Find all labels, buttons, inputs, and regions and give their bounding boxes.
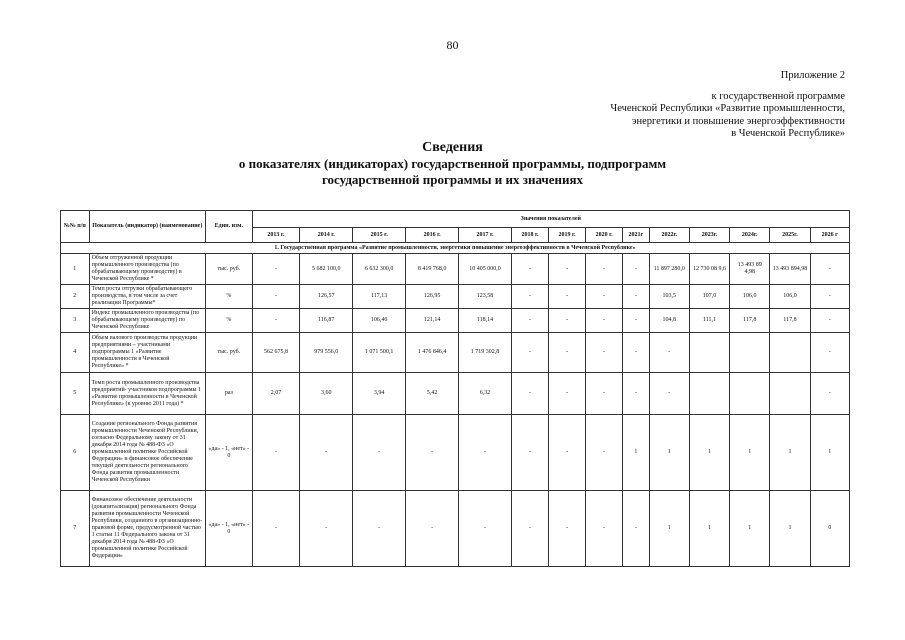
value-cell xyxy=(730,333,770,373)
value-cell: - xyxy=(586,415,623,491)
appendix-line: к государственной программе xyxy=(711,90,845,102)
value-cell: 117,8 xyxy=(730,309,770,333)
header-year: 2015 г. xyxy=(353,228,406,243)
table-row xyxy=(61,309,850,333)
value-cell: - xyxy=(512,491,549,567)
unit-cell: % xyxy=(206,285,253,309)
value-cell: - xyxy=(252,309,300,333)
value-cell: 116,87 xyxy=(300,309,353,333)
value-cell: - xyxy=(623,373,649,415)
indicator-name: Финансовое обеспечение деятельности (докапитализация) регионального Фонда развития промышленности Чеченской Республики, созданного в организационно-правовой форме, предусмотренной частью 1 статьи 11 Федерального закона от 31 декабря 2014 года № 488-ФЗ «О промышленной политике Российской Федерации» xyxy=(89,491,205,567)
value-cell: 6,32 xyxy=(459,373,512,415)
value-cell: 13 493 89 4,98 xyxy=(730,254,770,285)
value-cell: - xyxy=(586,333,623,373)
value-cell: 1 xyxy=(623,415,649,491)
header-year: 2024г. xyxy=(730,228,770,243)
page-number: 80 xyxy=(446,38,459,52)
value-cell: - xyxy=(810,333,849,373)
value-cell: - xyxy=(300,415,353,491)
value-cell: 126,57 xyxy=(300,285,353,309)
value-cell: 106,46 xyxy=(353,309,406,333)
table-row xyxy=(61,254,850,285)
value-cell: 1 xyxy=(689,415,729,491)
header-year: 2013 г. xyxy=(252,228,300,243)
value-cell: - xyxy=(549,491,586,567)
section-title: 1. Государственная программа «Развитие промышленности, энергетики повышение энергоэффективности в Чеченской Республике» xyxy=(61,243,850,254)
row-number: 5 xyxy=(61,373,90,415)
table-row xyxy=(61,415,850,491)
value-cell: - xyxy=(252,285,300,309)
unit-cell: раз xyxy=(206,373,253,415)
value-cell: - xyxy=(549,254,586,285)
value-cell: 121,14 xyxy=(406,309,459,333)
header-year: 2020 г. xyxy=(586,228,623,243)
value-cell xyxy=(689,373,729,415)
value-cell: 1 719 302,8 xyxy=(459,333,512,373)
value-cell: - xyxy=(623,254,649,285)
header-indicator: Показатель (индикатор) (наименование) xyxy=(89,211,205,243)
appendix-line: энергетики и повышение энергоэффективности xyxy=(631,115,845,127)
value-cell: 1 xyxy=(770,491,810,567)
value-cell: - xyxy=(586,254,623,285)
value-cell: - xyxy=(252,254,300,285)
value-cell: 106,0 xyxy=(770,285,810,309)
value-cell: - xyxy=(586,491,623,567)
value-cell: 104,8 xyxy=(649,309,689,333)
value-cell: - xyxy=(623,333,649,373)
value-cell: - xyxy=(512,285,549,309)
value-cell: 0 xyxy=(810,491,849,567)
value-cell: 13 493 894,98 xyxy=(770,254,810,285)
value-cell: - xyxy=(512,415,549,491)
header-year: 2021г xyxy=(623,228,649,243)
value-cell: 107,0 xyxy=(689,285,729,309)
value-cell: 106,0 xyxy=(730,285,770,309)
value-cell: - xyxy=(252,415,300,491)
value-cell: 11 897 280,0 xyxy=(649,254,689,285)
table-row xyxy=(61,491,850,567)
value-cell: - xyxy=(512,333,549,373)
header-unit: Един. изм. xyxy=(206,211,253,243)
value-cell: - xyxy=(459,415,512,491)
value-cell: 117,13 xyxy=(353,285,406,309)
value-cell: 103,5 xyxy=(649,285,689,309)
value-cell: 10 405 000,0 xyxy=(459,254,512,285)
value-cell: 3,94 xyxy=(353,373,406,415)
table-row xyxy=(61,373,850,415)
section-row xyxy=(61,243,850,254)
title-line: государственной программы и их значениях xyxy=(321,172,584,187)
unit-cell: тыс. руб. xyxy=(206,333,253,373)
indicator-name: Объем валового производства продукции предприятиями – участниками подпрограммы 1 «Развитие промышленности в Чеченской Республике» * xyxy=(89,333,205,373)
value-cell: - xyxy=(512,254,549,285)
value-cell: - xyxy=(623,491,649,567)
value-cell: 6 632 300,0 xyxy=(353,254,406,285)
value-cell: 1 476 846,4 xyxy=(406,333,459,373)
indicators-table xyxy=(60,210,850,567)
value-cell: 1 xyxy=(689,491,729,567)
unit-cell: «да» - 1, «нет» - 0 xyxy=(206,491,253,567)
value-cell: 979 556,0 xyxy=(300,333,353,373)
title-line: о показателях (индикаторах) государственной программы, подпрограмм xyxy=(238,156,667,171)
appendix-line: в Чеченской Республике» xyxy=(731,128,845,139)
value-cell: - xyxy=(252,491,300,567)
value-cell: 1 071 500,1 xyxy=(353,333,406,373)
value-cell: 8 419 768,0 xyxy=(406,254,459,285)
value-cell: 1 xyxy=(770,415,810,491)
indicator-name: Создание регионального Фонда развития промышленности Чеченской Республики, согласно Федеральному закону от 31 декабря 2014 года № 488-ФЗ «О промышленной политике Российской Федерации» и финансовое обеспечение текущей деятельности регионального Фонда развития промышленности Чеченской Республики xyxy=(89,415,205,491)
value-cell xyxy=(689,333,729,373)
unit-cell: «да» - 1, «нет» - 0 xyxy=(206,415,253,491)
value-cell: - xyxy=(810,373,849,415)
value-cell: - xyxy=(549,285,586,309)
value-cell: - xyxy=(810,254,849,285)
value-cell: - xyxy=(810,285,849,309)
value-cell: - xyxy=(549,373,586,415)
header-values-group: Значения показателей xyxy=(252,211,849,228)
value-cell: 118,14 xyxy=(459,309,512,333)
value-cell: - xyxy=(586,309,623,333)
indicator-name: Темп роста промышленного производства предприятий- участников подпрограммы 1 «Развитие промышленности в Чеченской Республике» (к уровню 2011 года) * xyxy=(89,373,205,415)
value-cell: - xyxy=(810,309,849,333)
value-cell: 1 xyxy=(649,491,689,567)
value-cell: 117,8 xyxy=(770,309,810,333)
value-cell: - xyxy=(512,373,549,415)
value-cell: 1 xyxy=(730,491,770,567)
header-year: 2017 г. xyxy=(459,228,512,243)
row-number: 2 xyxy=(61,285,90,309)
title-main: Сведения xyxy=(422,140,483,155)
value-cell: 5,42 xyxy=(406,373,459,415)
header-year: 2014 г. xyxy=(300,228,353,243)
indicator-name: Темп роста отгрузки обрабатывающего производства, в том числе за счет реализации Программы* xyxy=(89,285,205,309)
value-cell: 111,1 xyxy=(689,309,729,333)
indicator-name: Объем отгруженной продукции промышленного производства (по обрабатывающему производству) в Чеченской Республике * xyxy=(89,254,205,285)
header-year: 2016 г. xyxy=(406,228,459,243)
header-year: 2018 г. xyxy=(512,228,549,243)
value-cell: 123,58 xyxy=(459,285,512,309)
value-cell: 1 xyxy=(730,415,770,491)
table-row xyxy=(61,285,850,309)
header-year: 2022г. xyxy=(649,228,689,243)
value-cell: 1 xyxy=(810,415,849,491)
table-body xyxy=(61,243,850,567)
value-cell: 562 675,8 xyxy=(252,333,300,373)
value-cell: - xyxy=(300,491,353,567)
appendix-line: Чеченской Республики «Развитие промышленности, xyxy=(610,103,845,114)
row-number: 1 xyxy=(61,254,90,285)
row-number: 4 xyxy=(61,333,90,373)
row-number: 7 xyxy=(61,491,90,567)
header-num: №№ п/п xyxy=(61,211,90,243)
value-cell: - xyxy=(353,415,406,491)
value-cell: 126,95 xyxy=(406,285,459,309)
value-cell: - xyxy=(353,491,406,567)
value-cell xyxy=(730,373,770,415)
value-cell: 2,07 xyxy=(252,373,300,415)
indicator-name: Индекс промышленного производства (по обрабатывающему производству) по Чеченской Республике xyxy=(89,309,205,333)
value-cell: - xyxy=(586,373,623,415)
value-cell: 5 682 100,0 xyxy=(300,254,353,285)
value-cell: - xyxy=(549,415,586,491)
appendix-label: Приложение 2 xyxy=(780,70,845,81)
unit-cell: % xyxy=(206,309,253,333)
unit-cell: тыс. руб. xyxy=(206,254,253,285)
value-cell: - xyxy=(406,415,459,491)
value-cell xyxy=(770,333,810,373)
value-cell: - xyxy=(623,285,649,309)
header-year: 2023г. xyxy=(689,228,729,243)
appendix-block xyxy=(610,70,845,141)
value-cell: - xyxy=(649,333,689,373)
header-year: 2019 г. xyxy=(549,228,586,243)
header-year: 2025г. xyxy=(770,228,810,243)
value-cell: - xyxy=(586,285,623,309)
table-row xyxy=(61,333,850,373)
value-cell: - xyxy=(549,333,586,373)
value-cell: 3,60 xyxy=(300,373,353,415)
row-number: 3 xyxy=(61,309,90,333)
value-cell: - xyxy=(549,309,586,333)
header-year: 2026 г xyxy=(810,228,849,243)
value-cell: - xyxy=(459,491,512,567)
document-title xyxy=(0,140,905,188)
value-cell: 1 xyxy=(649,415,689,491)
value-cell: - xyxy=(406,491,459,567)
value-cell: - xyxy=(649,373,689,415)
value-cell: - xyxy=(623,309,649,333)
value-cell: - xyxy=(512,309,549,333)
value-cell xyxy=(770,373,810,415)
row-number: 6 xyxy=(61,415,90,491)
value-cell: 12 730 08 9,6 xyxy=(689,254,729,285)
